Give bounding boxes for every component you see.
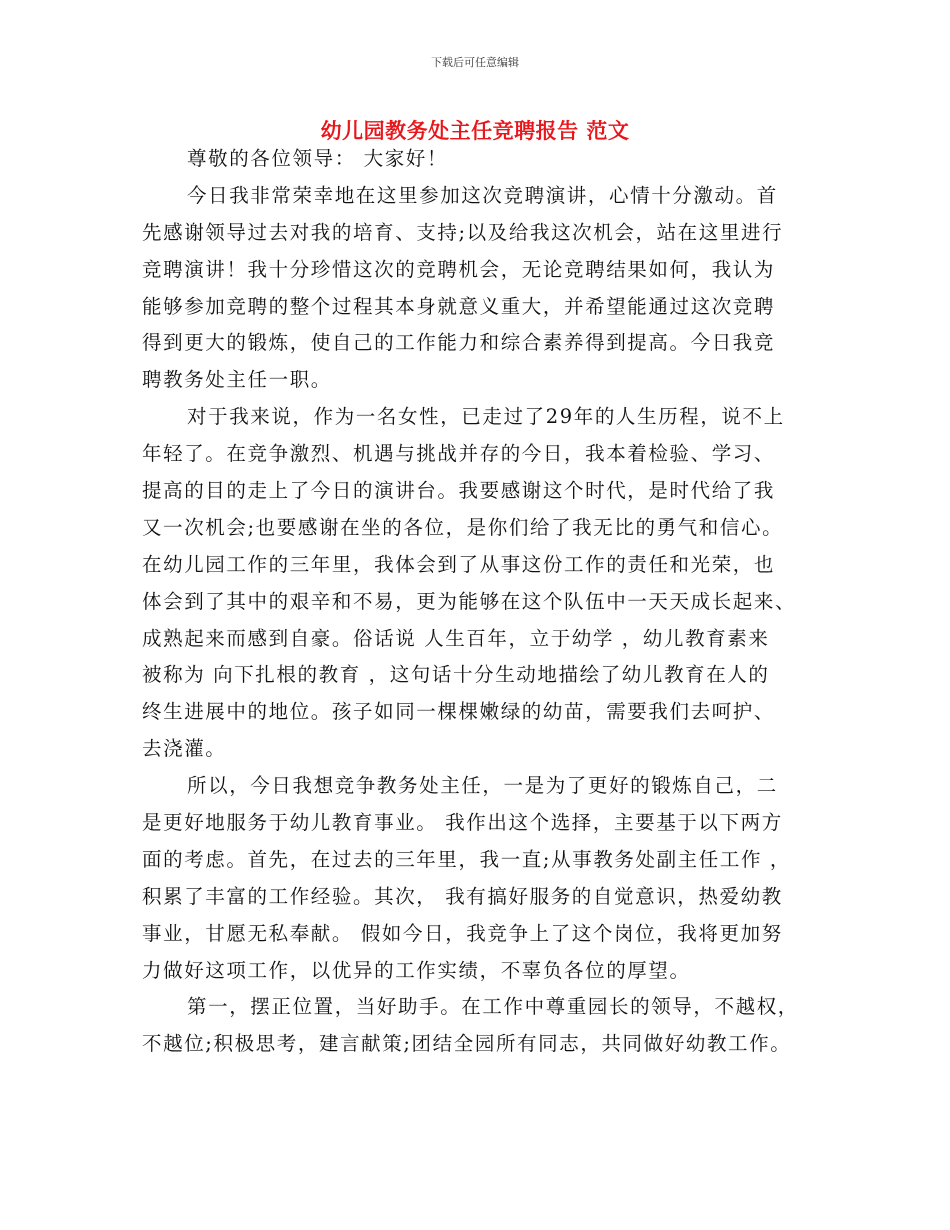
text-line: 聘教务处主任一职。 <box>142 368 332 392</box>
text-line: 能够参加竞聘的整个过程其本身就意义重大，并希望能通过这次竞聘 <box>142 294 776 318</box>
text-line: 所以，今日我想竞争教务处主任，一是为了更好的锻炼自己，二 <box>187 774 778 798</box>
text-line: 面的考虑。首先，在过去的三年里，我一直;从事教务处副主任工作 ， <box>142 847 791 871</box>
text-line: 尊敬的各位领导： 大家好！ <box>187 147 448 170</box>
text-line: 对于我来说，作为一名女性，已走过了29年的人生历程，说不上 <box>187 405 785 429</box>
text-line: 终生进展中的地位。孩子如同一棵棵嫩绿的幼苗，需要我们去呵护、 <box>142 700 776 724</box>
text-line: 事业，甘愿无私奉献。 假如今日，我竞争上了这个岗位，我将更加努 <box>142 921 783 945</box>
text-line: 被称为 向下扎根的教育 ，这句话十分生动地描绘了幼儿教育在人的 <box>142 663 770 687</box>
text-line: 积累了丰富的工作经验。其次， 我有搞好服务的自觉意识，热爱幼教 <box>142 884 783 908</box>
text-line: 又一次机会;也要感谢在坐的各位，是你们给了我无比的勇气和信心。 <box>142 515 784 539</box>
text-line: 提高的目的走上了今日的演讲台。我要感谢这个时代，是时代给了我 <box>142 479 776 503</box>
document-title: 幼儿园教务处主任竞聘报告 范文 <box>320 119 630 143</box>
text-line: 在幼儿园工作的三年里，我体会到了从事这份工作的责任和光荣，也 <box>142 552 776 576</box>
text-line: 第一，摆正位置，当好助手。在工作中尊重园长的领导，不越权， <box>187 995 799 1019</box>
document-body <box>142 141 806 1063</box>
text-line: 得到更大的锻炼，使自己的工作能力和综合素养得到提高。今日我竞 <box>142 331 776 355</box>
text-line: 去浇灌。 <box>142 737 227 761</box>
header-note: 下载后可任意编辑 <box>431 56 519 69</box>
text-line: 成熟起来而感到自豪。俗话说 人生百年，立于幼学 ，幼儿教育素来 <box>142 626 770 650</box>
text-line: 竞聘演讲！我十分珍惜这次的竞聘机会，无论竞聘结果如何，我认为 <box>142 257 776 281</box>
text-line: 先感谢领导过去对我的培育、支持;以及给我这次机会，站在这里进行 <box>142 220 784 244</box>
text-line: 不越位;积极思考，建言献策;团结全园所有同志，共同做好幼教工作。 <box>142 1032 792 1056</box>
text-line: 年轻了。在竞争激烈、机遇与挑战并存的今日，我本着检验、学习、 <box>142 442 776 466</box>
text-line: 是更好地服务于幼儿教育事业。 我作出这个选择，主要基于以下两方 <box>142 811 783 835</box>
text-line: 力做好这项工作，以优异的工作实绩，不辜负各位的厚望。 <box>142 958 691 982</box>
text-line: 今日我非常荣幸地在这里参加这次竞聘演讲，心情十分激动。首 <box>187 183 778 207</box>
text-line: 体会到了其中的艰辛和不易，更为能够在这个队伍中一天天成长起来、 <box>142 589 797 613</box>
